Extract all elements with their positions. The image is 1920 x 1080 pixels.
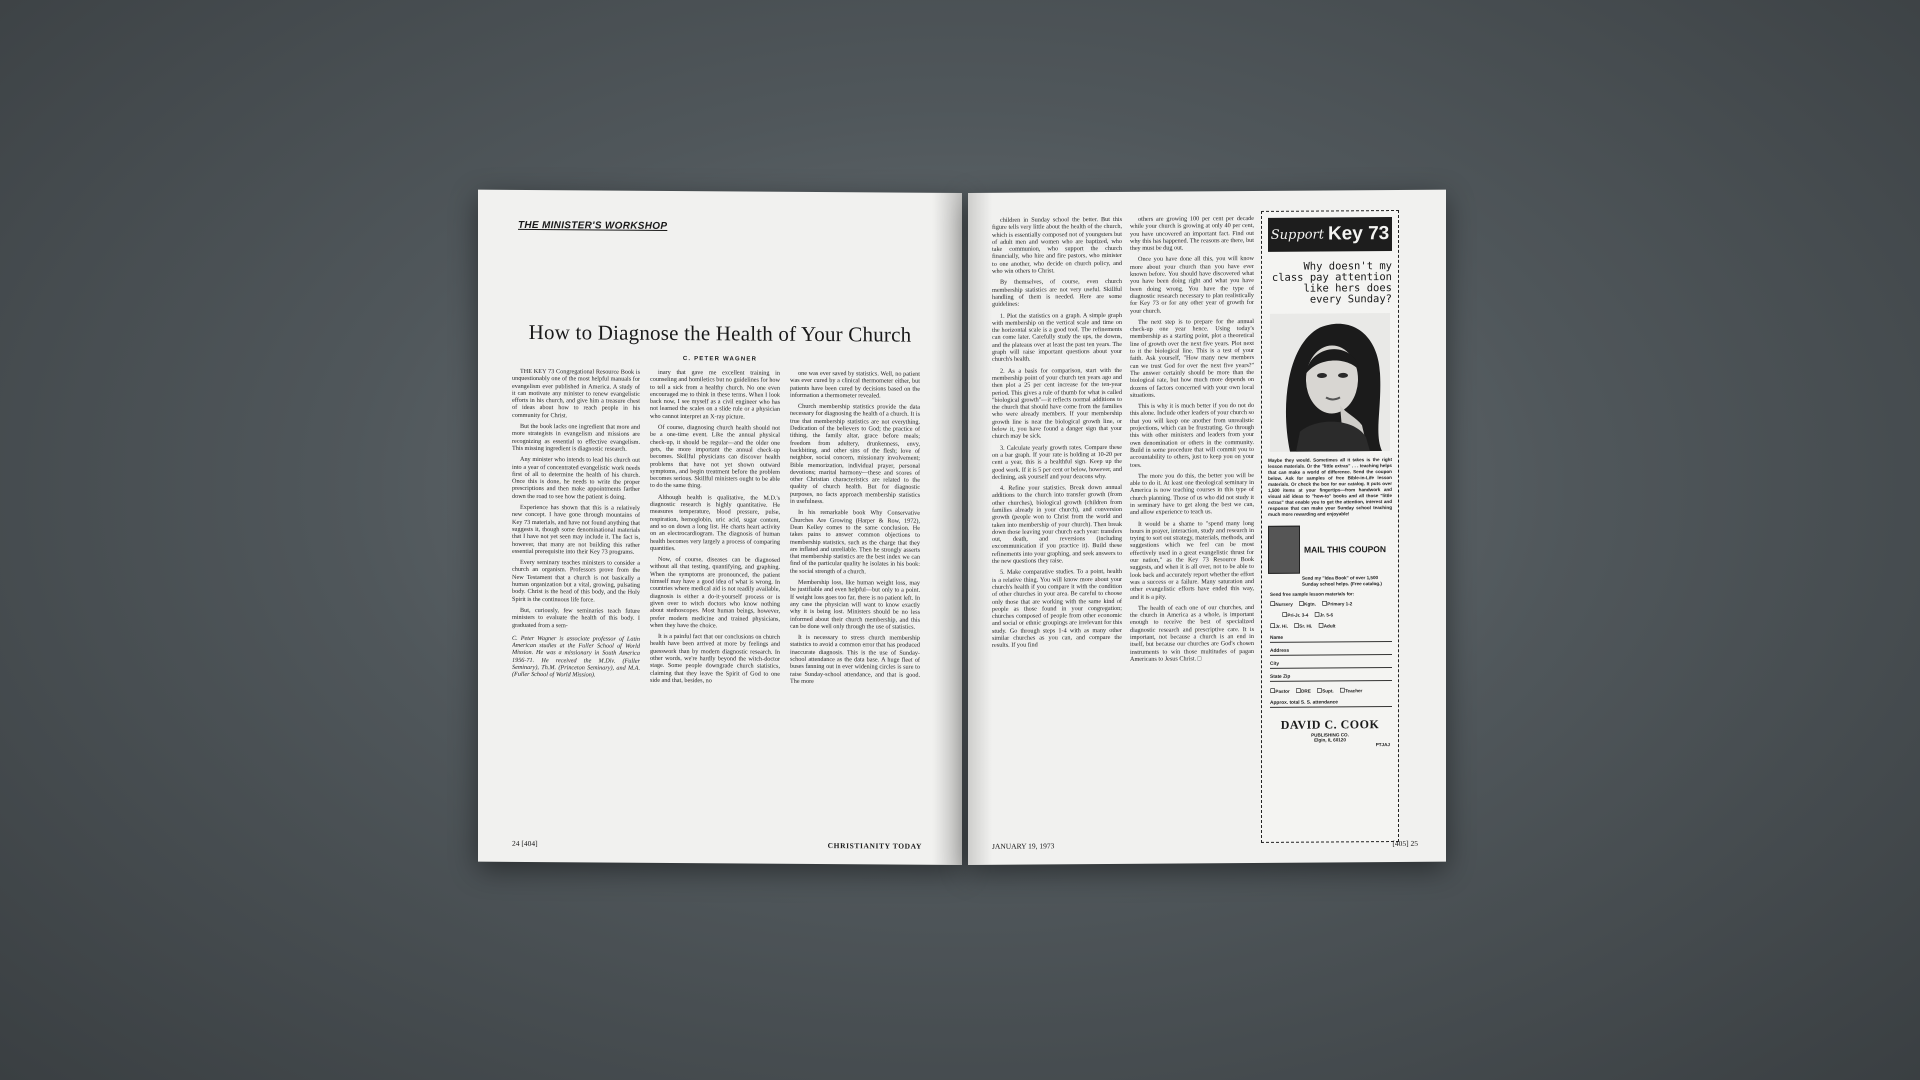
coupon-title: MAIL THIS COUPON [1304,544,1387,555]
paragraph: But, curiously, few seminaries teach future ministers to evaluate the health of this body. I graduated from a sem- [512,606,640,629]
state-zip-field[interactable]: State Zip [1270,674,1392,682]
woman-photo [1270,313,1390,452]
checkbox-option[interactable]: ☐ Jr. 5-6 [1314,611,1333,618]
support-key73-logo [1268,217,1392,252]
paragraph: It is necessary to stress church membership statistics to avoid a common error that has produced inaccurate diagnosis. This is the use of Sunday-school attendance as the data base. A huge fleet of buses fanning out in ever widening circles is sure to raise Sunday-school attendance, and that is good. The more [790,633,920,685]
paragraph: one was ever saved by statistics. Well, no patient was ever cured by a clinical thermometer either, but patients have been cured by decisions based on the information a thermometer revealed. [790,369,920,400]
checkbox-option[interactable]: ☐ Jr. Hi. [1270,623,1288,630]
coupon-subheading: Send free sample lesson materials for: [1270,591,1355,597]
paragraph: It is a painful fact that our conclusions on church health have been arrived at more by feelings and guesswork than by modern diagnostic research. In other words, we're hardly beyond the witch-doctor stage. Some people downgrade church statistics, claiming that they leave the Spirit of God to one side and that, besides, no [650,632,780,685]
left-page [478,190,962,865]
coupon-header [1268,525,1392,574]
article-column-2 [650,369,780,830]
paragraph: 5. Make comparative studies. To a point, health is a relative thing. You will know more about your church's health if you compare it with the condition of other churches in your area. Be careful to choose only those that are working with the same kind of people as those found in your congregation; churches composed of people from other economic and social or ethnic groupings are irrelevant for this study. Go through steps 1-4 with as many other similar churches as you can, and compare the results. If you find [992,568,1122,650]
ad-headline: Why doesn't my class pay attention like hers does every Sunday? [1271,260,1392,306]
paragraph: Church membership statistics provide the data necessary for diagnosing the health of a church. It is true that membership statistics are not everything. Dedication of the believers to God; the practice of tithing, the family altar, grace before meals; freedom from adultery, drunkenness, envy, backbiting, and other sins of the flesh; love of neighbor, social concern, missionary involvement; Bible memorization, individual prayer, personal devotions; marital harmony—these and scores of other Christian characteristics are related to the quality of church health. But for diagnostic purposes, no facts approach membership statistics in usefulness. [790,403,920,506]
paragraph: inary that gave me excellent training in counseling and homiletics but no guidelines for how to tell a sick from a healthy church. No one even encouraged me to think in these terms. When I look back now, I see myself as a civil engineer who has not learned the scales on a slide rule or a physician who cannot interpret an X-ray picture. [650,368,780,421]
catalog-checkbox-label[interactable]: Send my "Idea Book" of over 1,500 Sunday school helps. (Free catalog.) [1302,575,1382,587]
article-title: How to Diagnose the Health of Your Church [528,319,912,347]
page-number-right: [405] 25 [1392,838,1418,849]
ad-body-copy: Maybe they would. Sometimes all it takes is the right lesson materials. Or the "little extras" . . . teaching helps that can make a world of difference. Send the coupon below. Ask for samples of free Bible-in-Life lesson materials. Or check the box for our catalog. It puts over 1,500 items at your fingertips—from handwork and visual aid ideas to "how-to" books and all those "little extras" that enable you to get the attention, interest and response that can make your Sunday school teaching much more rewarding and enjoyable! [1268,457,1392,517]
gutter-shadow [968,193,992,865]
checkbox-option[interactable]: ☐ Sr. Hi. [1294,623,1312,630]
right-page [968,190,1446,865]
article-column-5 [1130,215,1254,834]
page-number-left: 24 [404] [512,838,538,849]
article-column-3 [790,370,920,831]
paragraph: Although health is qualitative, the M.D.'s diagnostic research is highly quantitative. He measures temperature, blood pressure, pulse, respiration, hemoglobin, uric acid, sugar content, and so on down a long list. He charts heart activity on an electrocardiogram. The diagnosis of human health becomes very largely a process of comparing quantities. [650,493,780,552]
checkbox-row-2 [1282,611,1392,619]
checkbox-option[interactable]: ☐ Nursery [1270,601,1293,608]
ad-code: PTJAJ [1375,742,1390,748]
catalog-thumbnail [1268,526,1300,574]
city-field[interactable]: City [1270,661,1392,669]
article-column-4 [992,216,1122,835]
checkbox-option[interactable]: ☐ Pri-Jr. 3-4 [1282,612,1308,619]
logo-key-text: Key 73 [1327,223,1390,245]
checkbox-option[interactable]: ☐ Kgtn. [1299,601,1316,608]
paragraph: Once you have done all this, you will know more about your church than you have ever known before. You should have discovered what you have been doing right and what you have been doing wrong. You have the type of diagnostic research necessary to plan realistically for Key 73 or for any other year of growth for your church. [1130,255,1254,315]
section-heading: THE MINISTER'S WORKSHOP [518,219,668,232]
paragraph: 1. Plot the statistics on a graph. A simple graph with membership on the vertical scale and time on the horizontal scale is a good tool. The refinements can come later. Carefully study the ups, the downs, and the plateaus over at least the past ten years. The graph will raise important questions about your church's health. [992,311,1122,364]
portrait-illustration [1270,313,1390,452]
checkbox-row-1 [1270,600,1392,608]
checkbox-row-3 [1270,622,1392,630]
paragraph: It would be a shame to "spend many long hours in prayer, interaction, study and research in trying to sort out strategy, materials, methods, and suggestions which we feel can be most effectively used in a great evangelistic thrust for our nation," as the Key 73 Resource Book suggests, and when it is all over, not to be able to look back and accurately report whether the effort was a success or a failure. Many saturation and other evangelistic efforts have ended this way, and it is a pity. [1130,519,1254,601]
magazine-name: CHRISTIANITY TODAY [827,841,922,851]
gutter-shadow [932,193,962,865]
paragraph: This is why it is much better if you do not do this alone. Include other leaders of your church so that you will keep one another from unrealistic projections, which can be frustrating. Go through this with other ministers and leaders from your own denomination or others in the community. Build in some procedure that will commit you to accountability to others, just to keep you on your toes. [1130,402,1254,469]
logo-support-text: Support [1270,227,1324,243]
paragraph: 2. As a basis for comparison, start with the membership point of your church ten years ago and then plot a 25 per cent increase for the ten-year period. This gives a rule of thumb for what is called "biological growth"—it reflects normal additions to the church that should have come from the families who were already members. If your membership growth line is near the biological growth line, or below it, you have found a danger sign that your church may be sick. [992,366,1122,441]
paragraph: children in Sunday school the better. But this figure tells very little about the health of the church, which is essentially composed not of youngsters but of adult men and women who are baptized, who take communion, who support the church financially, who hire and fire pastors, who minister to one another, who decide on church policy, and who win others to Christ. [992,215,1122,275]
magazine-spread [478,193,1446,865]
author-bio: C. Peter Wagner is associate professor of Latin American studies at the Fuller School of World Mission. He was a missionary in South America 1956-71. He received the M.Div. (Fuller Seminary), Th.M. (Princeton Seminary), and M.A. (Fuller School of World Mission). [512,634,640,679]
paragraph: 3. Calculate yearly growth rates. Compare these on a bar graph. If your rate is holding at 10-20 per cent a year, this is a healthful sign. Keep up the good work. If it is 5 per cent or below, however, and declining, ask yourself and your deacons why. [992,443,1122,481]
publisher-address: Elgin, IL 60120 [1314,737,1346,743]
paragraph: Now, of course, diseases can be diagnosed without all that testing, quantifying, and graphing. When the symptoms are pronounced, the patient himself may have a good idea of what is wrong. In countries where medical aid is not readily available, diagnosis is either a do-it-yourself process or is given over to witch doctors who know nothing about stethoscopes. Most human beings, however, prefer modern medicine and trained physicians, when they have the choice. [650,556,780,630]
paragraph: Experience has shown that this is a relatively new concept. I have gone through mountains of Key 73 materials, and have not found anything that suggests it, though some denominational materials that I have not yet seen may include it. The fact is, however, that many are not building this rather essential prerequisite into their Key 73 programs. [512,503,640,556]
paragraph: By themselves, of course, even church membership statistics are not very useful. Skillful handling of them is needed. Here are some guidelines: [992,278,1122,309]
paragraph: The more you do this, the better you will be able to do it. At least one theological seminary in America is now teaching courses in this type of church planning. Those of us who did not study it in seminary have to get along the best we can, and allow experience to teach us. [1130,471,1254,517]
paragraph: Membership loss, like human weight loss, may be justifiable and even helpful—but only to a point. If weight loss goes too far, there is no patient left. In any case the physician will want to know exactly why it is being lost. Ministers should be no less informed about their church membership, and this can be done well only through the use of statistics. [790,578,920,631]
paragraph: Of course, diagnosing church health should not be a one-time event. Like the annual physical check-up, it should be regular—and the older one gets, the more important the annual check-up becomes. Skillful physicians can discover health problems that have not yet shown outward symptoms, and begin treatment before the problem becomes serious. Skillful ministers ought to be able to do the same thing. [650,423,780,490]
paragraph: 4. Refine your statistics. Break down annual additions to the church into transfer growth (from other churches), biological growth (children from families already in your church), and conversion growth (people won to Christ from the world and taken into membership of your church). Then break down those leaving your church each year: transfers out, death, and reversions (including excommunication if you practice it). Build these refinements into your graphing, and seek answers to the new questions they raise. [992,484,1122,565]
paragraph: In his remarkable book Why Conservative Churches Are Growing (Harper & Row, 1972), Dean Kelley comes to the same conclusion. He takes pains to answer common objections to membership statistics, such as the charge that they are inflated and unreliable. Then he strongly asserts that membership statistics are the best index we can find of the particular quality he isolates in his book: the social strength of a church. [790,509,920,576]
name-field[interactable]: Name [1270,635,1392,643]
paragraph: The health of each one of our churches, and the church in America as a whole, is important enough to receive the best of specialized diagnostic research and prescriptive care. It is important, not because a church is an end in itself, but because our churches are God's chosen instruments to win those multitudes of pagan Americans to Jesus Christ. □ [1130,603,1254,663]
publisher-name: DAVID C. COOK [1280,717,1380,732]
paragraph: THE KEY 73 Congregational Resource Book is unquestionably one of the most helpful manuals for evangelism ever published in America. A study of it can motivate any minister to renew evangelistic efforts in his church, and give him a treasure chest of ideas about how to reach people in his community for Christ. [512,367,640,420]
address-field[interactable]: Address [1270,648,1392,656]
paragraph: Every seminary teaches ministers to consider a church an organism. Professors prove from the New Testament that a church is not basically a human organization but a vital, growing, pulsating body. Christ is the head of this body, and the Holy Spirit is the continuous life force. [512,559,640,604]
key73-advertisement [1261,210,1399,843]
checkbox-option[interactable]: ☐ Teacher [1340,687,1363,694]
byline: C. PETER WAGNER [682,356,758,363]
paragraph: But the book lacks one ingredient that more and more strategists in evangelism and missions are recognizing as essential to effective evangelism. This missing ingredient is diagnostic research. [512,422,640,453]
paragraph: The next step is to prepare for the annual check-up one year hence. Using today's membership as a starting point, plot a theoretical line of growth over the next five years. Plot next to it the biological line. This is a test of your faith. Ask yourself, "How many new members can we trust God for over the next five years?" The answer certainly should be more than the biological rate, but how much more depends on dozens of factors concerned with your own local situations. [1130,317,1254,399]
publisher-sub: PUBLISHING CO. [1311,732,1349,738]
role-checkboxes [1270,687,1392,695]
issue-date: JANUARY 19, 1973 [992,841,1055,851]
checkbox-option[interactable]: ☐ Adult [1318,622,1335,629]
checkbox-option[interactable]: ☐ Supt. [1317,687,1334,694]
checkbox-option[interactable]: ☐ DRE [1296,688,1311,695]
checkbox-option[interactable]: ☐ Primary 1-2 [1322,600,1352,607]
checkbox-option[interactable]: ☐ Pastor [1270,688,1290,695]
article-column-1 [512,368,640,829]
attendance-field[interactable]: Approx. total S. S. attendance [1270,700,1392,708]
paragraph: others are growing 100 per cent per decade while your church is growing at only 40 per cent, you have uncovered an important fact. Find out why this has happened. The reasons are there, but they must be dug out. [1130,215,1254,253]
paragraph: Any minister who intends to lead his church out into a year of concentrated evangelistic work needs first of all to determine the health of his church. Once this is done, he needs to write the proper prescriptions and then make appointments farther down the road to see how the patient is doing. [512,456,640,501]
